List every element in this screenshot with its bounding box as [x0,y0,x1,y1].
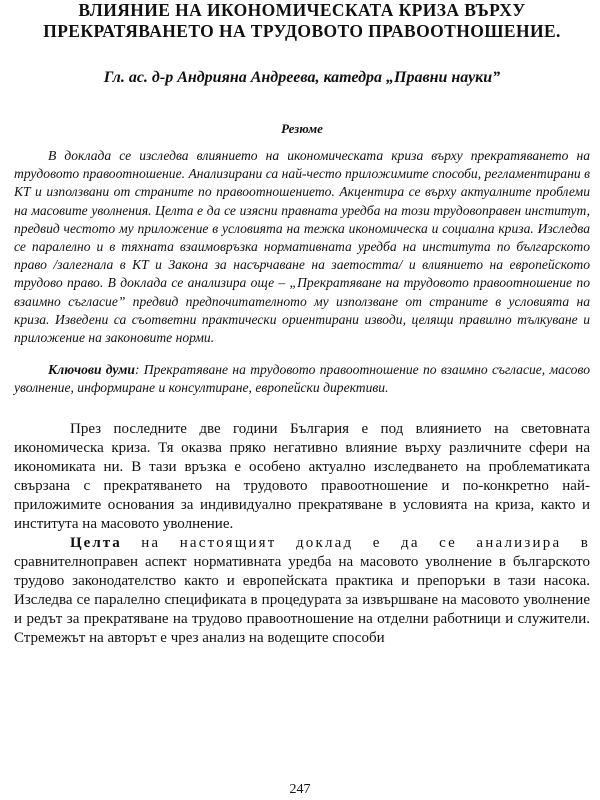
paper-title: ВЛИЯНИЕ НА ИКОНОМИЧЕСКАТА КРИЗА ВЪРХУ ПРЕКРАТЯВАНЕТО НА ТРУДОВОТО ПРАВООТНОШЕНИЕ. [43,0,561,41]
author-line: Гл. ас. д-р Андрияна Андреева, катедра „Правни науки” [103,69,501,86]
body-paragraph-2-rest: сравнителноправен аспект нормативната уредба на масовото уволнение в българското трудово законодателство както и европейската практика и препоръки в тази насока. Изследва се паралелно спецификата в процедурата за извършване на масовото уволнение и редът за прекратяване на трудово правоотношение на отделни работници и служители. Стремежът на авторът е чрез анализ на водещите способи [14,553,590,646]
page-number: 247 [289,782,311,797]
body-paragraph-2-spaced: на настоящият доклад е да се анализира в [121,534,590,551]
body-paragraph-1: През последните две години България е под влиянието на световната икономическа криза. Тя оказва пряко негативно влияние върху различните сфери на икономиката ни. В тази връзка е особено актуално изследването на проблематиката свързана с прекратяването на трудовото правоотношение и по-конкретно най- приложимите основания за индивидуално прекратяване в условията на криза, както и института на масовото уволнение. [14,420,590,532]
keywords-label: Ключови думи [48,362,135,378]
keywords-text: : Прекратяване на трудовото правоотношение по взаимно съгласие, масово уволнение, информиране и консултиране, европейски директиви. [14,362,590,396]
body-paragraph-2-lead: Целта [70,534,122,551]
abstract-text: В доклада се изследва влиянието на икономическата криза върху прекратяването на трудовото правоотношение. Анализирани са най-често приложимите способи, регламентирани в КТ и използвани от страните по правоотношението. Акцентира се върху актуалните проблеми на масовите уволнения. Целта е да се изясни правната уредба на този трудовоправен институт, предвид честото му приложение в условията на тежка икономическа и социална криза. Изследва се паралелно и в тяхната взаимовръзка нормативната уредба на института по българското право /залегнала в КТ и Закона за насърчаване на заетостта/ и влиянието на европейското трудово право. В доклада се анализира още – „Прекратяване на трудовото правоотношение по взаимно съгласие” предвид предпочитателното му използване от страните в условията на криза. Изведени са съответни практически ориентирани изводи, целящи правилно тълкуване и приложение на законовите норми. [14,148,590,346]
abstract-heading: Резюме [281,121,323,136]
keywords-paragraph [14,361,590,397]
body-paragraph-2 [14,534,590,648]
